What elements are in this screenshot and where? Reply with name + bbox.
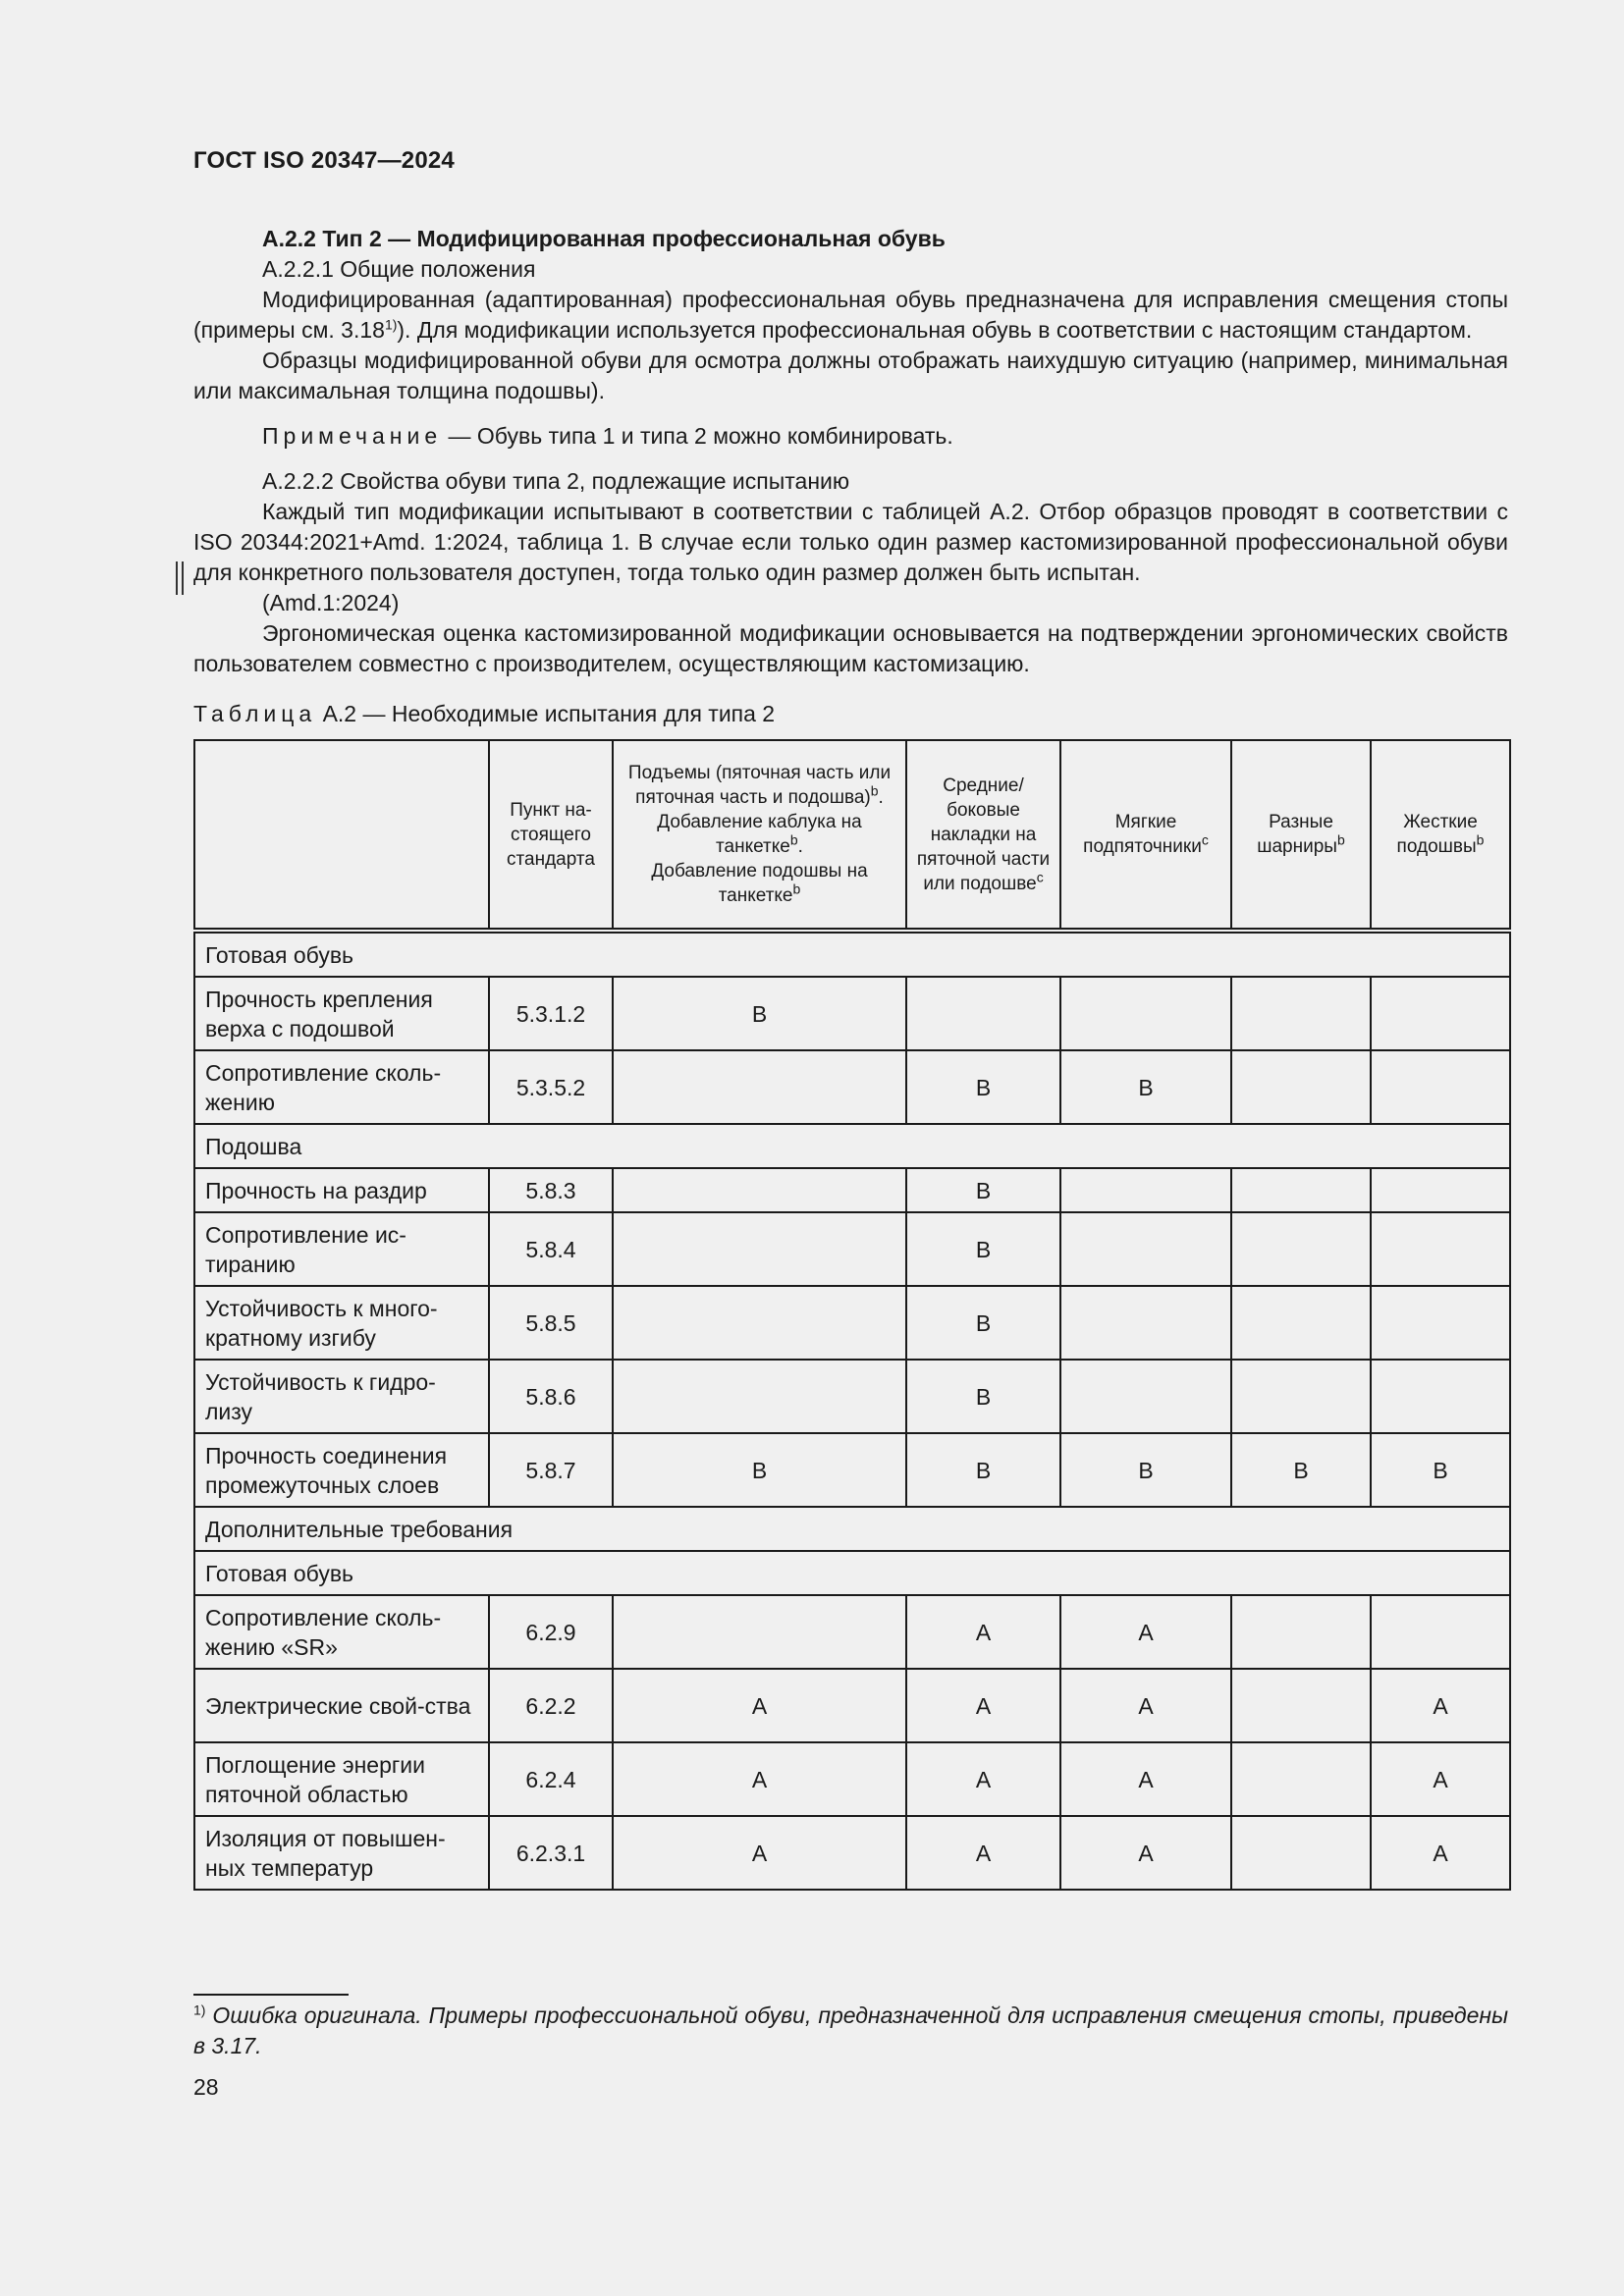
header-lifts-c: Добавление подошвы на танкетке bbox=[651, 861, 868, 906]
cell-rigid-soles: А bbox=[1371, 1816, 1510, 1890]
table-section-row bbox=[194, 1551, 1510, 1595]
cell-hinges bbox=[1231, 1360, 1371, 1433]
header-property bbox=[194, 740, 489, 931]
cell-clause: 5.8.6 bbox=[489, 1360, 613, 1433]
cell-pads: В bbox=[906, 1050, 1060, 1124]
page-number: 28 bbox=[193, 2074, 219, 2100]
cell-pads: А bbox=[906, 1816, 1060, 1890]
cell-rigid-soles bbox=[1371, 1360, 1510, 1433]
cell-lifts bbox=[613, 1286, 906, 1360]
table-row bbox=[194, 1286, 1510, 1360]
footnote-ref: 1) bbox=[384, 316, 398, 333]
note-text: — Обувь типа 1 и типа 2 можно комбинировать. bbox=[442, 423, 953, 449]
cell-hinges bbox=[1231, 1595, 1371, 1669]
header-soft-heels bbox=[1060, 740, 1231, 931]
header-pads-sup: c bbox=[1036, 869, 1044, 885]
footnote bbox=[193, 2001, 1508, 2061]
main-content bbox=[193, 224, 1508, 1891]
header-rigid-soles bbox=[1371, 740, 1510, 931]
cell-lifts: В bbox=[613, 1433, 906, 1507]
cell-clause: 5.8.4 bbox=[489, 1212, 613, 1286]
cell-property: Сопротивление ис-тиранию bbox=[194, 1212, 489, 1286]
table-section-row bbox=[194, 1124, 1510, 1168]
header-lifts-b-sup: b bbox=[789, 831, 798, 848]
table-row bbox=[194, 1050, 1510, 1124]
cell-lifts bbox=[613, 1168, 906, 1212]
subsection-properties: А.2.2.2 Свойства обуви типа 2, подлежащие испытанию bbox=[262, 468, 850, 494]
cell-property: Прочность соединения промежуточных слоев bbox=[194, 1433, 489, 1507]
cell-lifts bbox=[613, 1050, 906, 1124]
amendment-reference: (Amd.1:2024) bbox=[262, 590, 400, 615]
table-row bbox=[194, 977, 1510, 1050]
cell-property: Изоляция от повышен-ных температур bbox=[194, 1816, 489, 1890]
table-row bbox=[194, 1595, 1510, 1669]
cell-lifts bbox=[613, 1360, 906, 1433]
paragraph-purpose-part1: Модифицированная (адаптированная) профессиональная обувь предназначена для исправления смещения стопы (примеры см. 3.18 bbox=[193, 287, 1508, 343]
header-lifts-a-sup: b bbox=[870, 782, 879, 799]
cell-property: Прочность на раздир bbox=[194, 1168, 489, 1212]
cell-lifts: А bbox=[613, 1669, 906, 1742]
table-caption bbox=[193, 699, 1508, 729]
cell-lifts: В bbox=[613, 977, 906, 1050]
paragraph-ergonomics: Эргономическая оценка кастомизированной модификации основывается на подтверждении эргономических свойств пользователем совместно с производителем, осуществляющим кастомизацию. bbox=[193, 620, 1508, 676]
table-body bbox=[194, 931, 1510, 1890]
cell-hinges bbox=[1231, 1286, 1371, 1360]
table-row bbox=[194, 1742, 1510, 1816]
cell-lifts: А bbox=[613, 1816, 906, 1890]
cell-soft-heels bbox=[1060, 1360, 1231, 1433]
table-row bbox=[194, 1212, 1510, 1286]
header-lifts-c-sup: b bbox=[792, 881, 801, 897]
cell-hinges bbox=[1231, 1742, 1371, 1816]
cell-soft-heels: В bbox=[1060, 1050, 1231, 1124]
cell-soft-heels: А bbox=[1060, 1742, 1231, 1816]
cell-pads: В bbox=[906, 1433, 1060, 1507]
table-header-row bbox=[194, 740, 1510, 931]
cell-pads: В bbox=[906, 1212, 1060, 1286]
cell-rigid-soles bbox=[1371, 1212, 1510, 1286]
cell-clause: 6.2.2 bbox=[489, 1669, 613, 1742]
header-lifts: Подъемы (пяточная часть или пяточная часть и подошва)$^b$. Добавление каблука на танкетке$^b$. Добавление подошвы на танкетке$^b$ bbox=[613, 740, 906, 931]
cell-soft-heels bbox=[1060, 1212, 1231, 1286]
cell-clause: 5.3.5.2 bbox=[489, 1050, 613, 1124]
cell-lifts bbox=[613, 1212, 906, 1286]
cell-property: Сопротивление сколь-жению «SR» bbox=[194, 1595, 489, 1669]
cell-soft-heels: В bbox=[1060, 1433, 1231, 1507]
cell-pads: А bbox=[906, 1595, 1060, 1669]
cell-rigid-soles bbox=[1371, 1168, 1510, 1212]
cell-hinges bbox=[1231, 977, 1371, 1050]
table-caption-label: Таблица bbox=[193, 701, 317, 726]
cell-hinges: В bbox=[1231, 1433, 1371, 1507]
table-row bbox=[194, 1433, 1510, 1507]
header-hinges-sup: b bbox=[1336, 831, 1345, 848]
paragraph-samples: Образцы модифицированной обуви для осмотра должны отображать наихудшую ситуацию (например, минимальная или максимальная толщина подошвы). bbox=[193, 347, 1508, 403]
cell-pads bbox=[906, 977, 1060, 1050]
cell-pads: В bbox=[906, 1360, 1060, 1433]
table-section-label: Подошва bbox=[194, 1124, 1510, 1168]
cell-clause: 5.8.5 bbox=[489, 1286, 613, 1360]
table-row bbox=[194, 1168, 1510, 1212]
cell-clause: 5.8.7 bbox=[489, 1433, 613, 1507]
table-row bbox=[194, 1669, 1510, 1742]
cell-property: Прочность крепления верха с подошвой bbox=[194, 977, 489, 1050]
table-section-row bbox=[194, 931, 1510, 977]
footnote-text: Ошибка оригинала. Примеры профессиональной обуви, предназначенной для исправления смещения стопы, приведены в 3.17. bbox=[193, 2002, 1508, 2058]
cell-clause: 6.2.3.1 bbox=[489, 1816, 613, 1890]
header-lifts-b: Добавление каблука на танкетке bbox=[657, 812, 862, 857]
cell-property: Устойчивость к много-кратному изгибу bbox=[194, 1286, 489, 1360]
change-bar bbox=[176, 561, 184, 595]
header-soft-heels-text: Мягкие подпяточники bbox=[1083, 812, 1202, 857]
note-label: Примечание bbox=[262, 423, 443, 449]
cell-soft-heels: А bbox=[1060, 1595, 1231, 1669]
table-row bbox=[194, 1360, 1510, 1433]
cell-pads: А bbox=[906, 1669, 1060, 1742]
header-soft-heels-sup: c bbox=[1201, 831, 1209, 848]
cell-property: Устойчивость к гидро-лизу bbox=[194, 1360, 489, 1433]
cell-soft-heels bbox=[1060, 1286, 1231, 1360]
document-header: ГОСТ ISO 20347—2024 bbox=[193, 147, 455, 174]
header-lifts-a: Подъемы (пяточная часть или пяточная часть и подошва) bbox=[627, 763, 892, 808]
cell-soft-heels bbox=[1060, 977, 1231, 1050]
cell-hinges bbox=[1231, 1816, 1371, 1890]
table-caption-text: А.2 — Необходимые испытания для типа 2 bbox=[316, 701, 776, 726]
header-hinges-text: Разные шарниры bbox=[1257, 812, 1337, 857]
cell-hinges bbox=[1231, 1669, 1371, 1742]
cell-rigid-soles bbox=[1371, 1595, 1510, 1669]
cell-clause: 5.3.1.2 bbox=[489, 977, 613, 1050]
requirements-table bbox=[193, 739, 1511, 1891]
cell-soft-heels: А bbox=[1060, 1816, 1231, 1890]
cell-soft-heels: А bbox=[1060, 1669, 1231, 1742]
table-section-label: Готовая обувь bbox=[194, 1551, 1510, 1595]
table-section-label: Готовая обувь bbox=[194, 931, 1510, 977]
cell-pads: В bbox=[906, 1286, 1060, 1360]
header-pads bbox=[906, 740, 1060, 931]
note bbox=[193, 421, 1508, 452]
cell-rigid-soles: В bbox=[1371, 1433, 1510, 1507]
header-hinges bbox=[1231, 740, 1371, 931]
subsection-general: А.2.2.1 Общие положения bbox=[262, 256, 536, 282]
cell-property: Электрические свой-ства bbox=[194, 1669, 489, 1742]
cell-hinges bbox=[1231, 1168, 1371, 1212]
cell-property: Сопротивление сколь-жению bbox=[194, 1050, 489, 1124]
cell-clause: 6.2.4 bbox=[489, 1742, 613, 1816]
header-rigid-soles-sup: b bbox=[1476, 831, 1485, 848]
section-heading: А.2.2 Тип 2 — Модифицированная профессиональная обувь bbox=[262, 226, 946, 251]
header-rigid-soles-text: Жесткие подошвы bbox=[1396, 812, 1478, 857]
cell-rigid-soles bbox=[1371, 977, 1510, 1050]
cell-hinges bbox=[1231, 1050, 1371, 1124]
table-section-row bbox=[194, 1507, 1510, 1551]
cell-pads: А bbox=[906, 1742, 1060, 1816]
footnote-mark: 1) bbox=[193, 2002, 206, 2018]
table-section-label: Дополнительные требования bbox=[194, 1507, 1510, 1551]
cell-soft-heels bbox=[1060, 1168, 1231, 1212]
cell-property: Поглощение энергии пяточной областью bbox=[194, 1742, 489, 1816]
cell-lifts bbox=[613, 1595, 906, 1669]
paragraph-purpose bbox=[193, 285, 1508, 346]
cell-hinges bbox=[1231, 1212, 1371, 1286]
cell-rigid-soles bbox=[1371, 1050, 1510, 1124]
cell-rigid-soles: А bbox=[1371, 1742, 1510, 1816]
cell-pads: В bbox=[906, 1168, 1060, 1212]
footnote-separator bbox=[193, 1994, 349, 1996]
cell-clause: 6.2.9 bbox=[489, 1595, 613, 1669]
cell-clause: 5.8.3 bbox=[489, 1168, 613, 1212]
paragraph-purpose-part2: ). Для модификации используется профессиональная обувь в соответствии с настоящим стандартом. bbox=[397, 317, 1473, 343]
paragraph-testing: Каждый тип модификации испытывают в соответствии с таблицей А.2. Отбор образцов проводят в соответствии с ISO 20344:2021+Amd. 1:2024, таблица 1. В случае если только один размер кастомизированной профессиональной обуви для конкретного пользователя доступен, тогда только один размер должен быть испытан. bbox=[193, 499, 1508, 585]
header-clause: Пункт на-стоящего стандарта bbox=[489, 740, 613, 931]
cell-rigid-soles: А bbox=[1371, 1669, 1510, 1742]
header-pads-text: Средние/ боковые накладки на пяточной части или подошве bbox=[916, 774, 1051, 894]
cell-rigid-soles bbox=[1371, 1286, 1510, 1360]
table-row bbox=[194, 1816, 1510, 1890]
cell-lifts: А bbox=[613, 1742, 906, 1816]
